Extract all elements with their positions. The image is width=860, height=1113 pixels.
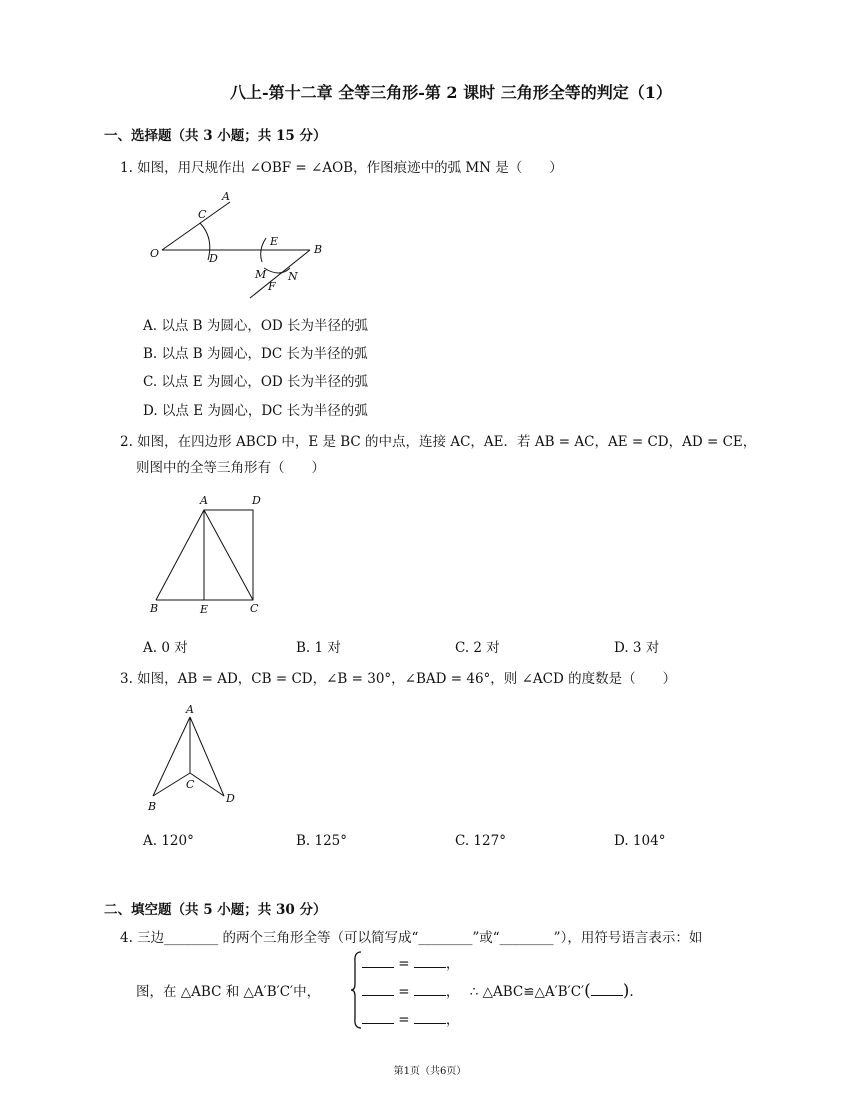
fig1-label-b: B (314, 243, 323, 256)
fig2-label-d: D (252, 494, 261, 507)
q1-option-c: C. 以点 E 为圆心，OD 长为半径的弧 (143, 374, 369, 390)
fig1-label-c: C (198, 208, 207, 221)
question-2-text-line1: 2. 如图，在四边形 ABCD 中，E 是 BC 的中点，连接 AC，AE．若 AB = AC，AE = CD，AD = CE， (120, 434, 757, 450)
fig3-label-d: D (226, 792, 235, 805)
q2-option-d: D. 3 对 (614, 640, 660, 656)
page-footer: 第1页（共6页） (393, 1066, 467, 1077)
fig3-label-b: B (148, 800, 157, 813)
blank[interactable] (362, 981, 394, 996)
fig1-label-f: F (268, 280, 276, 293)
question-2-text-line2: 则图中的全等三角形有（ ） (136, 460, 325, 476)
segment-ab (156, 510, 204, 600)
question-4-text-line2: 图，在 △ABC 和 △A′B′C′中， (136, 984, 321, 1000)
q3-option-c: C. 127° (455, 833, 506, 849)
fig1-label-n: N (288, 270, 298, 283)
system-row-1: = ， (362, 952, 459, 972)
q1-option-a: A. 以点 B 为圆心，OD 长为半径的弧 (143, 318, 369, 334)
q1-option-b: B. 以点 B 为圆心，DC 长为半径的弧 (143, 346, 368, 362)
section-heading-choice: 一、选择题（共 3 小题；共 15 分） (104, 128, 327, 144)
question-1-text: 1. 如图，用尺规作出 ∠OBF = ∠AOB，作图痕迹中的弧 MN 是（ ） (120, 160, 563, 176)
question-3-figure (140, 700, 250, 815)
fig3-label-a: A (186, 703, 194, 716)
blank[interactable] (591, 981, 623, 996)
fig1-label-o: O (150, 247, 160, 260)
fig1-label-a: A (222, 190, 230, 203)
fig2-label-c: C (250, 602, 259, 615)
fig3-label-c: C (186, 778, 195, 791)
fig1-label-m: M (255, 268, 267, 281)
q3-option-d: D. 104° (614, 833, 666, 849)
section-heading-fill: 二、填空题（共 5 小题；共 30 分） (104, 902, 327, 918)
q3-option-a: A. 120° (143, 833, 194, 849)
system-row-3: = ， (362, 1008, 459, 1028)
system-row-2: = ， ∴ △ABC≌△A′B′C′( ). (362, 980, 634, 1001)
blank[interactable] (362, 1009, 394, 1024)
q2-option-b: B. 1 对 (296, 640, 341, 656)
ray-oa (162, 202, 230, 250)
blank[interactable] (414, 953, 446, 968)
segment-ac (204, 510, 253, 600)
blank[interactable] (414, 981, 446, 996)
q2-option-c: C. 2 对 (455, 640, 500, 656)
fig2-label-e: E (200, 603, 209, 616)
q1-option-d: D. 以点 E 为圆心，DC 长为半径的弧 (143, 403, 368, 419)
blank[interactable] (362, 953, 394, 968)
fig1-label-d: D (209, 252, 218, 265)
fig1-label-e: E (270, 235, 279, 248)
question-1-figure (140, 188, 340, 303)
fig2-label-a: A (200, 494, 208, 507)
q2-option-a: A. 0 对 (143, 640, 188, 656)
blank[interactable] (414, 1009, 446, 1024)
question-2-figure (140, 490, 280, 620)
question-3-text: 3. 如图，AB = AD，CB = CD，∠B = 30°，∠BAD = 46°，则 ∠ACD 的度数是（ ） (120, 671, 677, 687)
q3-option-b: B. 125° (296, 833, 348, 849)
page-title: 八上-第十二章 全等三角形-第 2 课时 三角形全等的判定（1） (230, 83, 672, 102)
question-4-text-line1: 4. 三边________ 的两个三角形全等（可以简写成“________”或“________”），用符号语言表示：如 (120, 930, 703, 946)
brace (350, 950, 362, 1030)
fig2-label-b: B (150, 602, 159, 615)
